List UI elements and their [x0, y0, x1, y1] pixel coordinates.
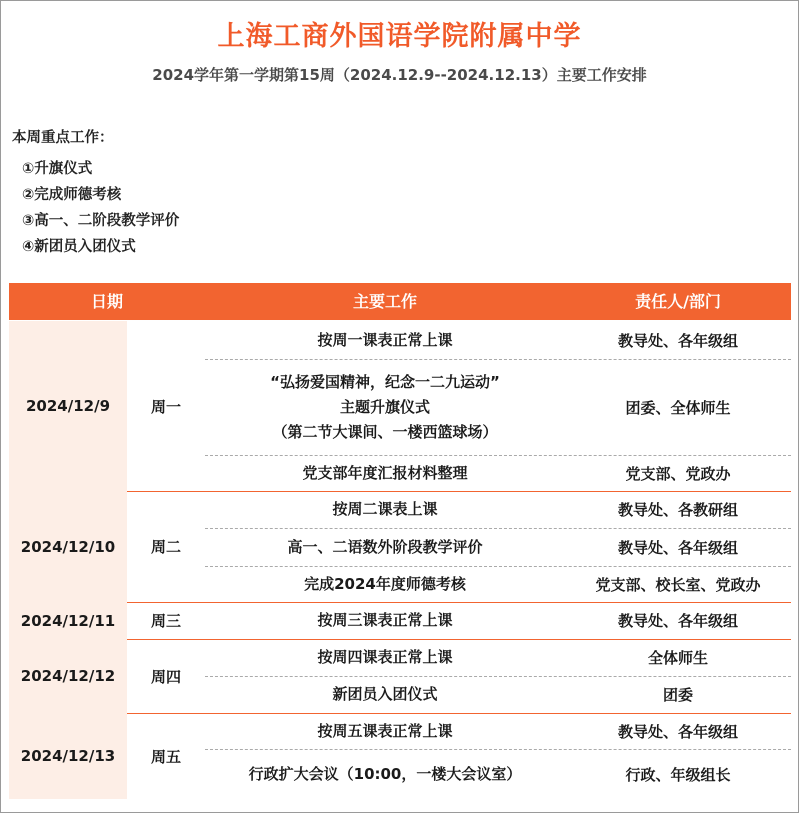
task-line: 按周二课表上课 — [332, 500, 438, 518]
weekly-focus — [12, 126, 179, 260]
task-line: 党支部年度汇报材料整理 — [302, 463, 468, 482]
date-cell: 2024/12/11 — [9, 602, 127, 639]
task-cell — [205, 749, 565, 799]
owner-cell: 教导处、各年级组 — [617, 538, 738, 557]
date-cell: 2024/12/12 — [9, 639, 127, 713]
task-cell — [205, 528, 565, 566]
owner-cell: 全体师生 — [647, 649, 708, 667]
weekday-cell: 周四 — [150, 667, 181, 686]
date-cell: 2024/12/13 — [9, 713, 127, 799]
owner-cell: 教导处、各年级组 — [617, 331, 738, 350]
focus-heading: 本周重点工作： — [12, 130, 114, 146]
header-work: 主要工作 — [352, 292, 417, 311]
owner-cell: 教导处、各年级组 — [617, 722, 738, 741]
task-line: “弘扬爱国精神，纪念一二九运动” — [270, 372, 500, 391]
weekday-cell: 周二 — [150, 538, 181, 556]
task-line: （第二节大课间、一楼西篮球场） — [272, 422, 498, 441]
task-cell — [205, 639, 565, 676]
focus-item: ②完成师德考核 — [22, 187, 122, 203]
date-cell: 2024/12/9 — [9, 321, 127, 491]
header-date: 日期 — [90, 292, 123, 311]
task-cell — [205, 602, 565, 639]
task-line: 按周五课表正常上课 — [317, 721, 453, 740]
task-cell — [205, 455, 565, 491]
task-line: 按周三课表正常上课 — [317, 611, 453, 629]
task-cell — [205, 491, 565, 528]
task-line: 主题升旗仪式 — [339, 397, 430, 416]
task-cell — [205, 321, 565, 359]
owner-cell: 行政、年级组长 — [625, 765, 731, 784]
task-cell — [205, 676, 565, 713]
weekday-cell: 周一 — [150, 397, 181, 416]
task-line: 完成2024年度师德考核 — [304, 574, 466, 593]
weekday-cell: 周三 — [150, 612, 181, 630]
task-cell — [205, 566, 565, 602]
focus-item: ③高一、二阶段教学评价 — [22, 213, 180, 229]
owner-cell: 教导处、各教研组 — [617, 501, 738, 519]
page-title: 上海工商外国语学院附属中学 — [217, 21, 582, 52]
task-line: 按周四课表正常上课 — [317, 648, 453, 666]
owner-cell: 党支部、党政办 — [625, 464, 731, 483]
table-header — [9, 283, 791, 320]
header-owner: 责任人/部门 — [635, 292, 721, 311]
task-cell — [205, 713, 565, 749]
task-cell — [205, 359, 565, 455]
task-line: 行政扩大会议（10:00，一楼大会议室） — [248, 764, 522, 783]
weekday-cell: 周五 — [150, 747, 181, 766]
date-cell: 2024/12/10 — [9, 491, 127, 602]
owner-cell: 教导处、各年级组 — [617, 612, 738, 630]
task-line: 新团员入团仪式 — [332, 685, 438, 703]
focus-item: ④新团员入团仪式 — [22, 239, 136, 255]
owner-cell: 团委、全体师生 — [625, 398, 731, 417]
task-line: 按周一课表正常上课 — [317, 330, 453, 349]
owner-cell: 党支部、校长室、党政办 — [595, 575, 761, 594]
owner-cell: 团委 — [662, 686, 693, 704]
task-line: 高一、二语数外阶段教学评价 — [287, 537, 483, 556]
focus-item: ①升旗仪式 — [22, 161, 93, 177]
page-subtitle: 2024学年第一学期第15周（2024.12.9--2024.12.13）主要工作安排 — [152, 66, 647, 84]
